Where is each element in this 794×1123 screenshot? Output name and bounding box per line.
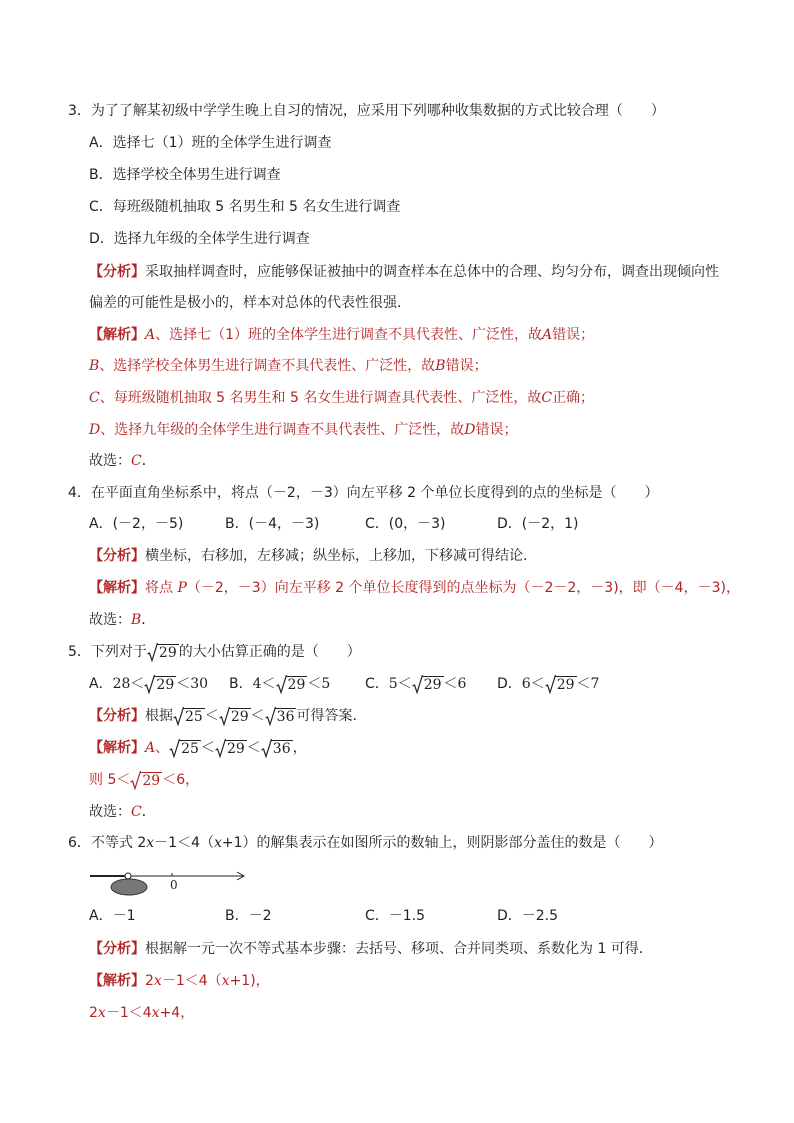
analysis-text: 采取抽样调查时，应能够保证被抽中的调查样本在总体中的合理、均匀分布，调查出现倾向性 [145,264,719,280]
q6-option-a: A．－1 [89,908,136,924]
bound: 4 [252,676,262,692]
var-x: x [221,973,230,989]
var-x: x [153,973,162,989]
sqrt-25 [169,738,201,758]
solution-text: 2 [145,973,154,989]
less-than: ＜ [576,676,591,692]
less-than: ＜ [261,676,276,692]
answer-end: ． [141,453,156,469]
radicand: 25 [181,741,199,757]
q3-solution-c [89,388,594,408]
stem-text: 6．不等式 2 [68,835,147,851]
sqrt-36 [261,738,293,758]
solution-tag: 【解析】 [89,740,145,756]
var-x: x [97,1005,106,1021]
answer-value: B [131,612,142,628]
solution-text: 2 [89,1005,98,1021]
stem-text: 5．下列对于 [68,644,147,660]
radicand: 29 [142,773,161,789]
q3-option-b: B．选择学校全体男生进行调查 [89,167,281,183]
solution-end: 正确； [552,390,595,406]
option-label: C． [365,676,389,692]
analysis-tag: 【分析】 [89,708,145,724]
analysis-text: 根据 [145,708,173,724]
option-label: D． [497,676,522,692]
answer-end: ． [141,612,156,628]
sqrt-29 [147,642,179,662]
stem-text: 的大小估算正确的是（ ） [178,644,361,660]
bound: 6 [521,676,531,692]
q6-solution-1 [89,971,270,991]
shaded-cover-blob [111,879,147,895]
open-endpoint [125,873,131,879]
q5-option-d [497,674,599,694]
radicand: 29 [226,741,245,757]
less-than: ＜ [204,708,219,724]
q3-option-a: A．选择七（1）班的全体学生进行调查 [89,135,332,151]
q6-option-c: C．－1.5 [365,908,426,924]
solution-text: 、选择七（1）班的全体学生进行调查不具代表性、广泛性，故 [155,327,543,343]
answer-value: C [131,804,142,820]
number-line-diagram [88,862,248,902]
q4-option-c: C．(0，－3) [365,516,446,532]
sqrt-29 [130,770,162,790]
q4-option-a: A．(－2，－5) [89,516,184,532]
q4-option-d: D．(－2，1) [497,516,579,532]
analysis-tag: 【分析】 [89,941,145,957]
less-than: ＜ [200,740,215,756]
var-d: D [464,422,476,438]
q4-answer [89,610,155,630]
less-than: ＜ [307,676,322,692]
var-a: A [542,327,553,343]
q3-solution-a [89,325,594,345]
radicand: 29 [158,645,177,661]
bound: 7 [590,676,600,692]
var-x: x [146,835,155,851]
q6-option-b: B．－2 [225,908,272,924]
sqrt-29 [545,674,577,694]
solution-tag: 【解析】 [89,327,145,343]
answer-label: 故选： [89,804,131,820]
radicand: 25 [185,709,203,725]
q5-analysis [89,706,366,726]
q6-solution-2 [89,1003,194,1023]
option-label: B． [229,676,253,692]
less-than: ＜ [443,676,458,692]
q3-stem: 3．为了了解某初级中学学生晚上自习的情况，应采用下列哪种收集数据的方式比较合理（ ） [68,103,665,119]
solution-end: 错误； [445,358,488,374]
radicand: 29 [156,677,175,693]
less-than: ＜ [250,708,265,724]
answer-value: C [131,453,142,469]
answer-end: ． [141,804,156,820]
q5-option-b [229,674,330,694]
q3-option-c: C．每班级随机抽取 5 名男生和 5 名女生进行调查 [89,199,401,215]
analysis-text: 横坐标，右移加，左移减；纵坐标，上移加，下移减可得结论． [145,548,537,564]
solution-text: 将点 [145,580,178,596]
q5-answer [89,802,156,822]
sqrt-36 [265,706,297,726]
less-than: ＜ [397,676,412,692]
q3-solution-b [89,356,488,376]
q6-options [0,906,794,926]
q5-option-a [89,674,208,694]
solution-text: 、选择学校全体男生进行调查不具代表性、广泛性，故 [99,358,436,374]
radicand: 29 [287,677,306,693]
solution-text: －1＜4 [105,1005,152,1021]
solution-end: 错误； [552,327,595,343]
q3-option-d: D．选择九年级的全体学生进行调查 [89,231,310,247]
sqrt-29 [219,706,251,726]
bound: 5 [321,676,331,692]
radicand: 29 [230,709,249,725]
radicand: 36 [276,709,295,725]
q5-stem [68,642,361,662]
sqrt-29 [215,738,247,758]
q3-analysis [89,262,719,282]
var-a: A [145,740,156,756]
q6-option-d: D．－2.5 [497,908,559,924]
var-c: C [89,390,100,406]
solution-text: 、每班级随机抽取 5 名男生和 5 名女生进行调查具代表性、广泛性，故 [99,390,542,406]
zero-label: 0 [170,878,178,892]
solution-end: ， [292,740,307,756]
solution-text: +4， [159,1005,195,1021]
q4-analysis [89,546,537,566]
stem-text: －1＜4（ [154,835,214,851]
var-b: B [435,358,446,374]
q5-option-c [365,674,466,694]
q6-analysis [89,939,653,959]
q5-solution [89,738,307,758]
q5-options [0,674,794,694]
q4-stem: 4．在平面直角坐标系中，将点（－2，－3）向左平移 2 个单位长度得到的点的坐标是（ ） [68,485,659,501]
var-a: A [145,327,156,343]
q3-analysis-cont: 偏差的可能性是极小的，样本对总体的代表性很强． [89,295,411,311]
q3-answer [89,451,156,471]
var-x: x [214,835,222,851]
q4-solution [89,578,740,598]
q4-option-b: B．(－4，－3) [225,516,320,532]
bound: 5 [388,676,398,692]
answer-label: 故选： [89,453,131,469]
stem-text: +1）的解集表示在如图所示的数轴上，则阴影部分盖住的数是（ ） [221,835,663,851]
solution-text: 、选择九年级的全体学生进行调查不具代表性、广泛性，故 [100,422,465,438]
solution-tag: 【解析】 [89,580,145,596]
q3-solution-d [89,420,517,440]
var-d: D [89,422,101,438]
solution-tag: 【解析】 [89,973,145,989]
var-c: C [541,390,553,406]
solution-text: －1＜4（ [161,973,222,989]
less-than: ＜ [176,676,191,692]
sqrt-29 [412,674,444,694]
var-b: B [89,358,100,374]
radicand: 36 [272,741,291,757]
separator: 、 [155,740,170,756]
radicand: 29 [423,677,442,693]
analysis-text: 根据解一元一次不等式基本步骤：去括号、移项、合并同类项、系数化为 1 可得． [145,941,653,957]
q4-options [0,514,794,534]
sqrt-25 [173,706,205,726]
analysis-text: 可得答案． [296,708,367,724]
less-than: ＜ [246,740,261,756]
bound: 30 [190,676,209,692]
less-than: ＜ [116,772,131,788]
solution-text: +1)， [229,973,270,989]
bound: 6 [457,676,467,692]
then-text: 6， [176,772,200,788]
less-than: ＜ [162,772,177,788]
bound: 28 [112,676,131,692]
solution-text: （－2，－3）向左平移 2 个单位长度得到的点坐标为（－2－2，－3)，即（－4，－3)， [186,580,740,596]
analysis-tag: 【分析】 [89,548,145,564]
q6-stem [68,833,663,853]
radicand: 29 [556,677,575,693]
answer-label: 故选： [89,612,131,628]
sqrt-29 [144,674,176,694]
sqrt-29 [276,674,308,694]
q5-then [89,770,199,790]
analysis-tag: 【分析】 [89,264,145,280]
less-than: ＜ [130,676,145,692]
var-p: P [177,580,187,596]
less-than: ＜ [530,676,545,692]
var-x: x [151,1005,160,1021]
solution-end: 错误； [475,422,518,438]
option-label: A． [89,676,113,692]
then-text: 则 5 [89,772,117,788]
